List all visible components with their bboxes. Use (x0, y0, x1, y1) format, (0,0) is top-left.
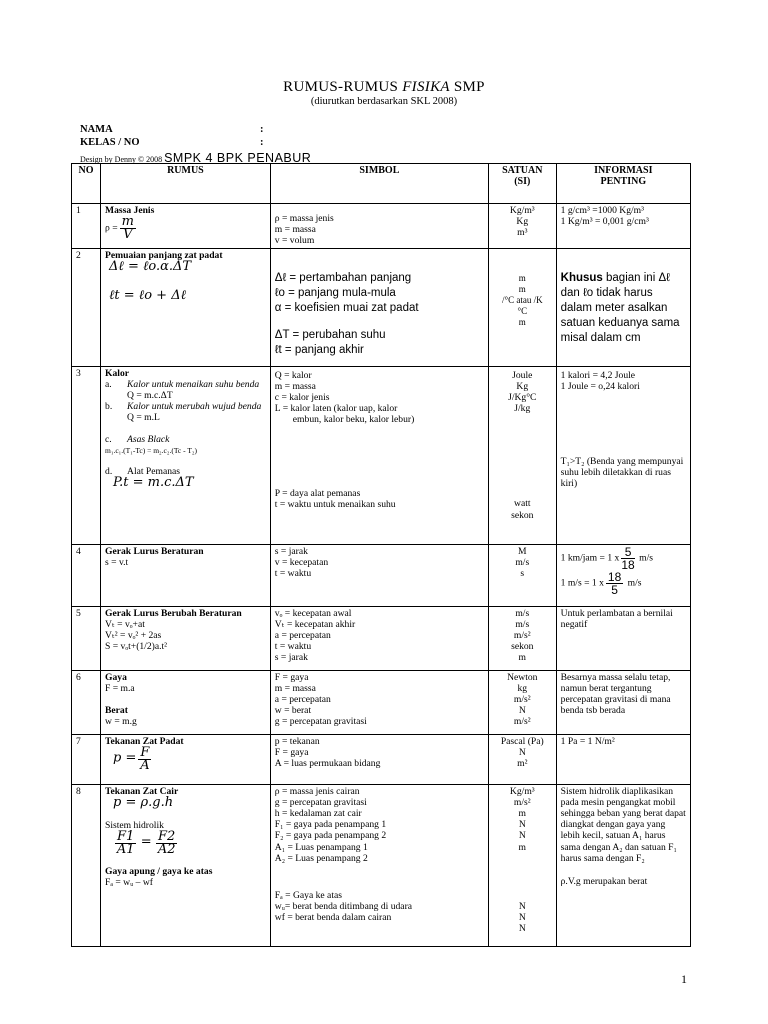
row-simbol (270, 670, 488, 734)
satuan-line: m/s (515, 556, 530, 568)
simbol-line: F₂ = gaya pada penampang 2 (274, 830, 387, 842)
table-row (72, 366, 691, 544)
simbol-line: F₁ = gaya pada penampang 1 (274, 819, 387, 831)
simbol-line: v = volum (274, 235, 315, 247)
item-text: Asas Black (127, 433, 170, 445)
info-bold: Khusus (560, 271, 603, 284)
item-text: Kalor untuk merubah wujud benda (127, 401, 262, 413)
header-simbol: SIMBOL (270, 164, 488, 204)
row-no: 2 (72, 248, 101, 366)
row-info: Untuk perlambatan a bernilai negatif (556, 606, 690, 670)
fraction-num: m (121, 214, 134, 230)
formula: p = ρ.g.h (113, 794, 174, 810)
simbol-line: ℓt = panjang akhir (274, 343, 364, 356)
formula-table (71, 163, 691, 947)
fraction-num: 5 (621, 546, 634, 559)
formula-lhs: p = (113, 750, 137, 766)
row-no: 6 (72, 670, 101, 734)
row-simbol (270, 248, 488, 366)
satuan-line: m/s² (513, 630, 531, 642)
satuan-line: m/s² (513, 716, 531, 728)
row-simbol (270, 784, 488, 946)
row-subtitle: Sistem hidrolik (105, 820, 164, 832)
info-line: Sistem hidrolik diaplikasikan pada mesin pengangkat mobil sehingga beban yang berat dapat diangkat dengan gaya yang lebih kecil, satuan A₁ harus sama dengan A₂ dan satuan F₁ harus sama dengan F₂ (560, 785, 686, 864)
satuan-line: m/s (515, 607, 530, 619)
simbol-line: s = jarak (274, 652, 308, 664)
row-info: 1 Pa = 1 N/m² (556, 734, 690, 784)
simbol-line: A₁ = Luas penampang 1 (274, 841, 368, 853)
formula: Vₜ = vₒ+at (105, 618, 145, 630)
satuan-line: m (518, 652, 527, 664)
row-title: Tekanan Zat Padat (105, 735, 184, 747)
formula-lhs: ρ = (105, 222, 118, 234)
satuan-line: m (518, 808, 527, 820)
header-no: NO (72, 164, 101, 204)
row-rumus (101, 544, 271, 606)
simbol-line: s = jarak (274, 545, 308, 557)
header-rumus: RUMUS (101, 164, 271, 204)
fraction-den: 18 (621, 557, 635, 572)
fraction-den: 5 (611, 582, 618, 597)
info-text: bagian ini Δℓ dan ℓo tidak harus dalam meter asalkan satuan keduanya sama misal dalam cm (560, 271, 680, 344)
design-credit-text: Design by Denny © 2008 (80, 155, 163, 164)
table-header-row (72, 164, 691, 204)
row-rumus (101, 784, 271, 946)
school-name: SMPK 4 BPK PENABUR (164, 151, 312, 165)
item-label: b. (105, 401, 113, 413)
row-info (556, 204, 690, 249)
page-number: 1 (681, 972, 687, 986)
row-simbol (270, 606, 488, 670)
row-rumus (101, 204, 271, 249)
table-row (72, 784, 691, 946)
table-row (72, 606, 691, 670)
formula (105, 744, 266, 773)
row-title: Massa Jenis (105, 205, 155, 216)
nama-label: NAMA (80, 124, 113, 135)
simbol-line: a = percepatan (274, 630, 331, 642)
row-no: 7 (72, 734, 101, 784)
satuan-line: m/s² (513, 796, 531, 808)
satuan-line: J/kg (514, 403, 531, 415)
formula: w = m.g (105, 716, 137, 728)
info-pre: 1 m/s = 1 x (560, 577, 604, 589)
row-satuan (488, 204, 556, 249)
fraction (156, 831, 177, 856)
simbol-line: g = percepatan gravitasi (274, 716, 367, 728)
fraction (138, 744, 151, 773)
satuan-line: m (518, 272, 526, 283)
info-line: 1 g/cm³ =1000 Kg/m³ (560, 205, 645, 216)
formula: S = vₒt+(1/2)a.t² (105, 641, 168, 653)
fraction-den: A (140, 757, 150, 773)
row-info: Besarnya massa selalu tetap, namun berat tergantung percepatan gravitasi di mana benda tsb berada (556, 670, 690, 734)
item-text: Alat Pemanas (127, 466, 181, 478)
formula: s = v.t (105, 556, 129, 568)
simbol-line: ρ = massa jenis (274, 213, 334, 224)
simbol-line: F = gaya (274, 671, 309, 683)
simbol-line: t = waktu untuk menaikan suhu (274, 498, 396, 510)
row-subtitle: Gaya apung / gaya ke atas (105, 866, 213, 878)
satuan-line: m/s² (513, 694, 531, 706)
simbol-line: Q = kalor (274, 369, 312, 381)
satuan-line: N (518, 746, 526, 758)
row-satuan (488, 784, 556, 946)
row-title: Tekanan Zat Cair (105, 785, 179, 797)
satuan-line: N (518, 900, 526, 912)
row-rumus (101, 366, 271, 544)
row-no: 5 (72, 606, 101, 670)
satuan-line: m (518, 283, 526, 294)
simbol-line: wf = berat benda dalam cairan (274, 912, 392, 924)
simbol-line: ℓo = panjang mula-mula (274, 286, 396, 299)
simbol-line: wᵤ= berat benda ditimbang di udara (274, 901, 413, 913)
title-italic: FISIKA (402, 79, 450, 95)
simbol-line: Δℓ = pertambahan panjang (274, 271, 412, 284)
table-row (72, 544, 691, 606)
satuan-line: N (518, 819, 526, 831)
fraction-den: A1 (116, 842, 135, 858)
info-line: T₁>T₂ (Benda yang mempunyai suhu lebih diletakkan di ruas kiri) (560, 456, 684, 490)
item-label: c. (105, 433, 112, 445)
satuan-line: Kg (516, 380, 529, 392)
page-subtitle: (diurutkan berdasarkan SKL 2008) (310, 96, 458, 107)
satuan-line: N (518, 830, 526, 842)
simbol-line: m = massa (274, 224, 316, 236)
simbol-line: ρ = massa jenis cairan (274, 785, 360, 797)
satuan-line: Kg/m³ (509, 205, 535, 216)
satuan-line: Pascal (Pa) (500, 735, 544, 747)
row-satuan (488, 366, 556, 544)
row-satuan (488, 248, 556, 366)
table-row (72, 248, 691, 366)
satuan-line: M (518, 545, 527, 557)
satuan-line: °C (517, 306, 528, 317)
kalor-c (105, 434, 266, 445)
satuan-line: Kg (516, 216, 529, 228)
header-satuan (488, 164, 556, 204)
fraction (120, 216, 136, 241)
simbol-line: c = kalor jenis (274, 392, 330, 404)
fraction-num: 18 (607, 569, 622, 584)
fraction-num: F1 (117, 829, 135, 845)
info-line: 1 Joule = o,24 kalori (560, 380, 640, 392)
row-rumus (101, 248, 271, 366)
satuan-line: m/s (515, 618, 530, 630)
kalor-b (105, 401, 266, 412)
header-info-2: PENTING (600, 176, 647, 188)
info-line: 1 kalori = 4,2 Joule (560, 369, 636, 381)
row-no: 4 (72, 544, 101, 606)
formula (105, 216, 266, 241)
info-pre: 1 km/jam = 1 x (560, 552, 620, 564)
row-satuan (488, 606, 556, 670)
simbol-line: L = kalor laten (kalor uap, kalor (274, 403, 398, 415)
fraction (115, 831, 136, 856)
satuan-line: sekon (511, 641, 534, 653)
simbol-line: t = waktu (274, 641, 312, 653)
row-title: Gerak Lurus Berubah Beraturan (105, 607, 242, 619)
row-title: Gaya (105, 671, 127, 683)
table-row (72, 670, 691, 734)
table-row (72, 204, 691, 249)
satuan-line: m (518, 841, 527, 853)
row-no: 1 (72, 204, 101, 249)
fraction (621, 546, 634, 571)
kalor-a (105, 379, 266, 390)
formula: P.t = m.c.ΔT (113, 475, 194, 491)
row-no: 3 (72, 366, 101, 544)
formula: F = m.a (105, 682, 135, 694)
row-info (556, 784, 690, 946)
simbol-line: P = daya alat pemanas (274, 487, 361, 499)
row-simbol (270, 204, 488, 249)
table-row (72, 734, 691, 784)
satuan-line: Joule (512, 369, 533, 381)
formula: Fₐ = wᵤ – wf (105, 877, 153, 889)
kelas-label: KELAS / NO (80, 137, 140, 148)
row-title: Kalor (105, 367, 129, 379)
row-simbol (270, 734, 488, 784)
row-rumus (101, 734, 271, 784)
page-title (0, 79, 768, 96)
formula: Q = m.L (127, 412, 160, 424)
fraction-den: V (123, 227, 133, 243)
row-simbol (270, 544, 488, 606)
simbol-line: A = luas permukaan bidang (274, 758, 381, 770)
fraction-num: F2 (158, 829, 176, 845)
simbol-line: α = koefisien muai zat padat (274, 301, 419, 314)
info-line: 1 Kg/m³ = 0,001 g/cm³ (560, 216, 649, 228)
simbol-line: F = gaya (274, 746, 309, 758)
simbol-line: w = berat (274, 705, 312, 717)
row-subtitle: Berat (105, 705, 128, 717)
satuan-line: m³ (517, 227, 528, 239)
info-line (561, 571, 686, 596)
row-rumus (101, 670, 271, 734)
formula: Δℓ = ℓo.α.ΔT (109, 258, 192, 274)
row-satuan (488, 670, 556, 734)
fraction-den: A2 (157, 842, 176, 858)
nama-colon: : (260, 124, 264, 135)
item-text: Kalor untuk menaikan suhu benda (127, 378, 260, 390)
formula: Vₜ² = vₒ² + 2as (105, 630, 162, 642)
satuan-line: Kg/m³ (509, 785, 535, 797)
formula: Q = m.c.ΔT (127, 390, 173, 402)
satuan-line: N (518, 912, 526, 924)
simbol-line: v = kecepatan (274, 556, 329, 568)
satuan-line: m (518, 317, 526, 328)
row-satuan (488, 734, 556, 784)
fraction-num: F (140, 744, 150, 760)
simbol-line: Fₐ = Gaya ke atas (274, 890, 342, 902)
header-info (556, 164, 690, 204)
item-label: d. (105, 466, 113, 478)
row-info (556, 248, 690, 366)
row-no: 8 (72, 784, 101, 946)
row-info (556, 544, 690, 606)
simbol-line: h = kedalaman zat cair (274, 808, 362, 820)
simbol-line: p = tekanan (274, 735, 320, 747)
header-info-1: INFORMASI (594, 165, 653, 176)
satuan-line: s (520, 568, 525, 580)
simbol-line: ΔT = perubahan suhu (274, 328, 386, 341)
row-title: Gerak Lurus Beraturan (105, 545, 204, 557)
simbol-line: g = percepatan gravitasi (274, 796, 367, 808)
hydraulic-formula: $\frac{F1}{A1}$ = $\frac{F2}{A2}$ (116, 829, 176, 858)
simbol-line: Vₜ = kecepatan akhir (274, 618, 356, 630)
info-line (561, 546, 686, 571)
simbol-line: m = massa (274, 380, 316, 392)
kelas-field (80, 137, 264, 148)
satuan-line: N (518, 705, 526, 717)
satuan-line: N (518, 923, 526, 935)
row-rumus (101, 606, 271, 670)
info-line: ρ.V.g merupakan berat (560, 876, 648, 888)
satuan-line: m² (517, 758, 528, 770)
satuan-line: Newton (507, 671, 538, 683)
item-label: a. (105, 378, 112, 390)
title-end: SMP (449, 79, 485, 95)
simbol-line: embun, kalor beku, kalor lebur) (292, 414, 415, 426)
row-info (556, 366, 690, 544)
info-unit: m/s (639, 552, 653, 564)
kelas-colon: : (260, 137, 264, 148)
satuan-line: kg (517, 682, 528, 694)
formula: ℓt = ℓo + Δℓ (109, 288, 187, 304)
satuan-line: J/Kg°C (508, 392, 537, 404)
row-satuan (488, 544, 556, 606)
simbol-line: m = massa (274, 682, 316, 694)
header-satuan-2: (SI) (514, 176, 531, 188)
row-simbol (270, 366, 488, 544)
satuan-line: sekon (511, 509, 534, 521)
title-main: RUMUS-RUMUS (283, 79, 403, 95)
satuan-line: /°C atau /K (501, 295, 543, 306)
simbol-line: t = waktu (274, 568, 312, 580)
info-unit: m/s (627, 577, 642, 589)
header-satuan-1: SATUAN (502, 165, 543, 176)
satuan-line: watt (514, 498, 531, 510)
fraction (606, 571, 623, 596)
formula: m₁.c₁.(T₁-Tc) = m₂.c₂.(Tc - T₂) (105, 445, 198, 455)
row-title: Pemuaian panjang zat padat (105, 249, 223, 261)
simbol-line: a = percepatan (274, 694, 331, 706)
simbol-line: A₂ = Luas penampang 2 (274, 852, 368, 864)
simbol-line: vₒ = kecepatan awal (274, 607, 352, 619)
nama-field (80, 124, 264, 135)
